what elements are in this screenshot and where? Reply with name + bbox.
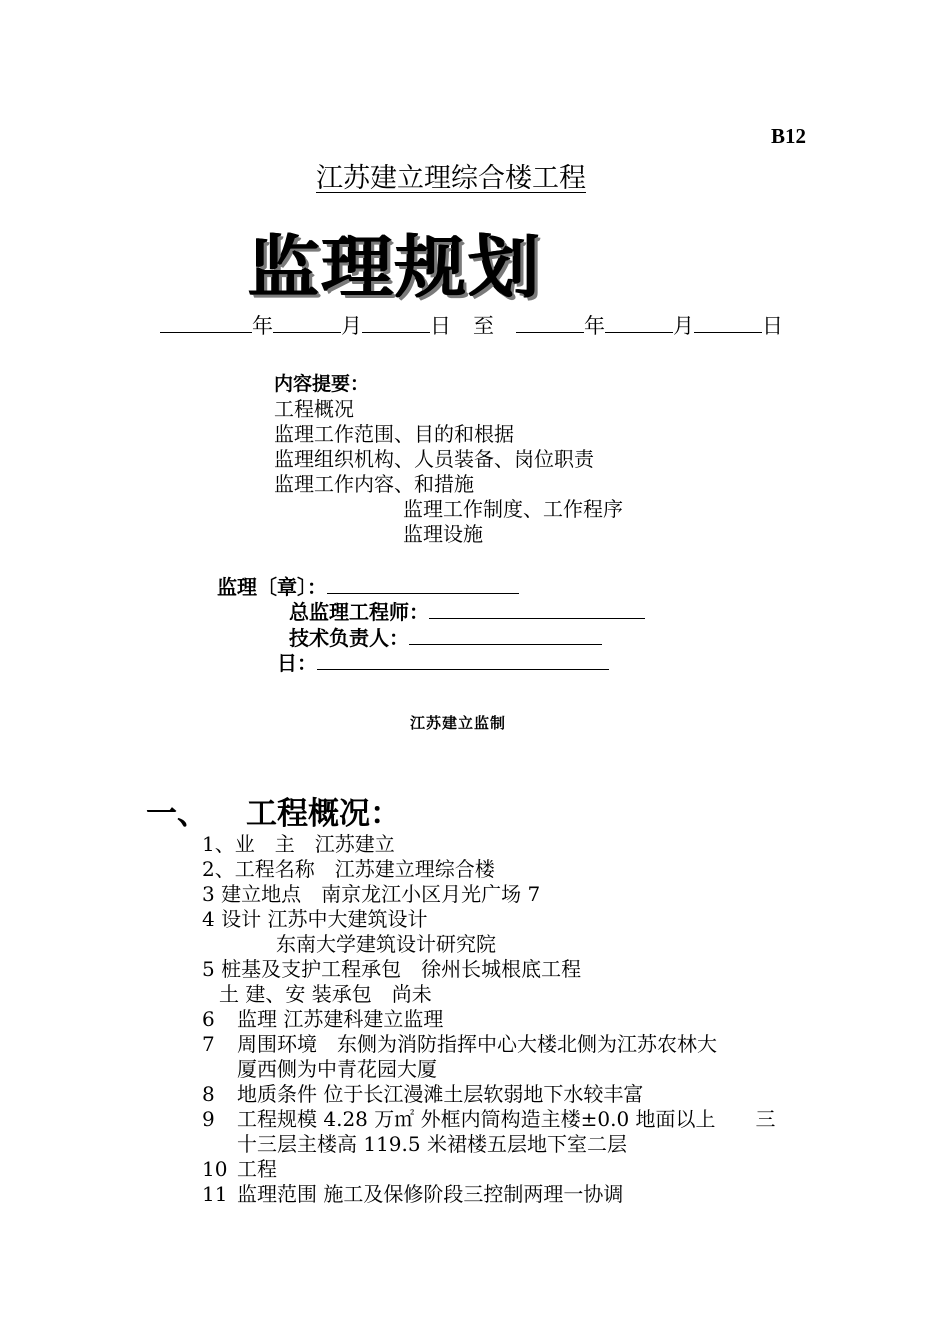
seal-label: 监理〔章〕： [217, 575, 327, 599]
section-title: 工程概况： [246, 796, 401, 832]
list-item: 厦西侧为中青花园大厦 [237, 1057, 437, 1081]
list-item: 7 周围环境 东侧为消防指挥中心大楼北侧为江苏农林大 [202, 1032, 717, 1056]
chief-engineer-blank [429, 598, 645, 619]
list-item: 9 工程规模 4.28 万㎡ 外框内筒构造主楼±0.0 地面以上 三 [202, 1107, 776, 1131]
day-blank-1 [362, 314, 430, 333]
month-blank-1 [273, 314, 341, 333]
project-title: 江苏建立理综合楼工程 [316, 163, 586, 194]
contents-item: 监理组织机构、人员装备、岗位职责 [274, 447, 594, 471]
main-title: 监理规划 [248, 229, 543, 308]
contents-item: 工程概况 [274, 397, 354, 421]
section-heading [146, 788, 401, 833]
overview-list [202, 832, 776, 1207]
day-label-1: 日 [430, 314, 451, 338]
list-item: 11 监理范围 施工及保修阶段三控制两理一协调 [202, 1182, 624, 1206]
contents-item: 监理设施 [403, 522, 483, 546]
date-range-row [160, 310, 783, 340]
list-item: 8 地质条件 位于长江漫滩土层软弱地下水较丰富 [202, 1082, 644, 1106]
contents-summary [274, 372, 623, 547]
month-label-2: 月 [673, 314, 694, 338]
list-item: 1、业 主 江苏建立 [202, 832, 395, 856]
year-label-2: 年 [584, 314, 605, 338]
year-blank-2 [516, 314, 584, 333]
date-label: 日： [277, 651, 317, 675]
chief-engineer-label: 总监理工程师： [289, 600, 429, 624]
date-line [277, 647, 609, 676]
list-item: 5 桩基及支护工程承包 徐州长城根底工程 [202, 957, 582, 981]
list-item: 10 工程 [202, 1157, 277, 1181]
chief-engineer-line [289, 596, 645, 625]
day-label-2: 日 [762, 314, 783, 338]
tech-lead-label: 技术负责人： [289, 626, 409, 650]
list-item: 土 建、安 装承包 尚未 [219, 982, 432, 1006]
organization-label: 江苏建立监制 [410, 714, 507, 732]
to-label: 至 [473, 314, 494, 338]
document-code: B12 [771, 124, 807, 148]
tech-lead-blank [409, 624, 602, 645]
list-item: 3 建立地点 南京龙江小区月光广场 7 [202, 882, 541, 906]
year-label-1: 年 [252, 314, 273, 338]
contents-item: 监理工作内容、和措施 [274, 472, 474, 496]
list-item: 4 设计 江苏中大建筑设计 [202, 907, 428, 931]
list-item: 6 监理 江苏建科建立监理 [202, 1007, 444, 1031]
list-item: 2、工程名称 江苏建立理综合楼 [202, 857, 495, 881]
contents-item: 监理工作范围、目的和根据 [274, 422, 514, 446]
month-label-1: 月 [341, 314, 362, 338]
section-number: 一、 [146, 796, 208, 832]
list-item: 十三层主楼高 119.5 米裙楼五层地下室二层 [237, 1132, 627, 1156]
date-blank [317, 649, 609, 670]
list-item: 东南大学建筑设计研究院 [276, 932, 496, 956]
year-blank-1 [160, 314, 252, 333]
contents-item: 监理工作制度、工作程序 [403, 497, 623, 521]
contents-heading: 内容提要： [274, 373, 370, 395]
month-blank-2 [605, 314, 673, 333]
day-blank-2 [694, 314, 762, 333]
seal-blank [327, 573, 519, 594]
